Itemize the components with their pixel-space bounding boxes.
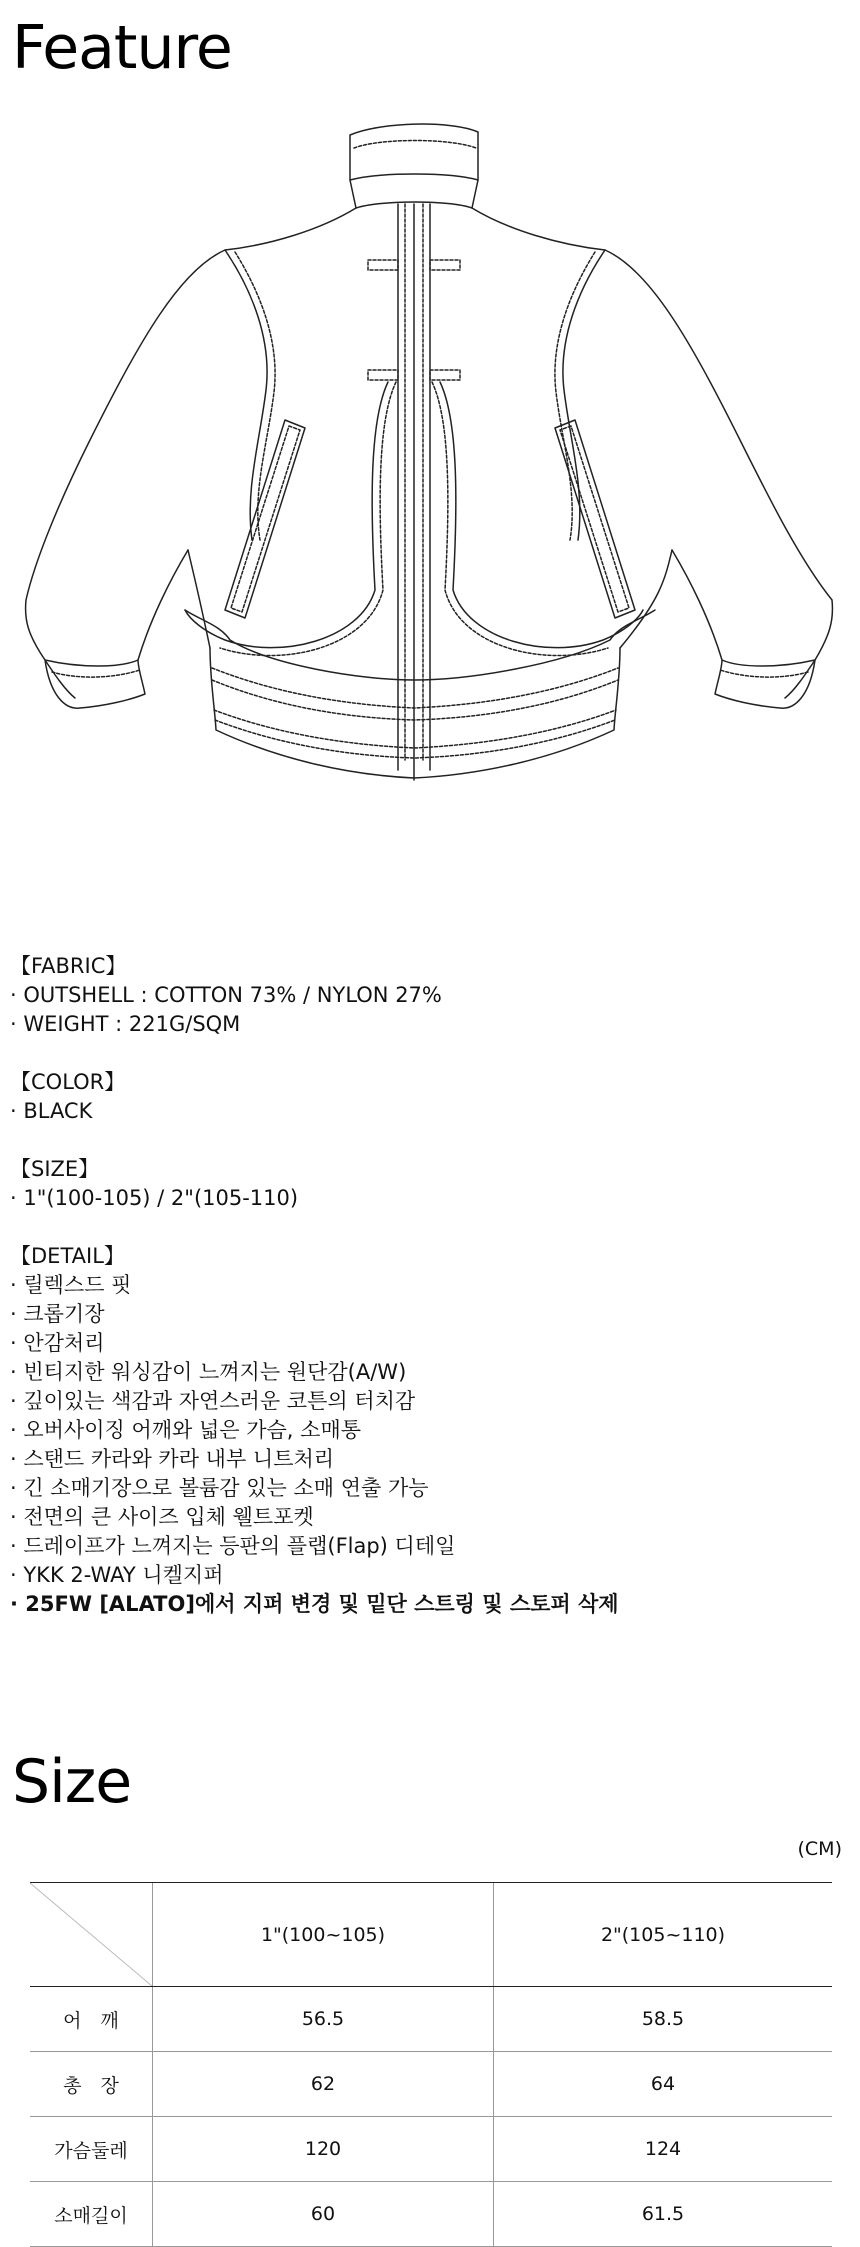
size-value: 61.5 [494,2182,833,2247]
row-label: 어 깨 [30,1987,153,2052]
size-value: 124 [494,2117,833,2182]
spec-group [10,1242,850,1619]
table-row [30,1987,832,2052]
row-label: 소매길이 [30,2182,153,2247]
spec-line: · 빈티지한 워싱감이 느껴지는 원단감(A/W) [10,1360,407,1384]
spec-group [10,1155,850,1213]
size-value: 56.5 [153,1987,494,2052]
spec-list [10,952,850,1648]
size-value: 62 [153,2052,494,2117]
spec-line: · 크롭기장 [10,1302,105,1326]
table-row [30,2182,832,2247]
size-title: Size [12,1747,132,1817]
row-label: 가슴둘레 [30,2117,153,2182]
spec-line: · 드레이프가 느껴지는 등판의 플랩(Flap) 디테일 [10,1534,456,1558]
spec-line: · OUTSHELL : COTTON 73% / NYLON 27% [10,983,442,1007]
corner-cell [30,1883,153,1987]
spec-line: · 안감처리 [10,1331,105,1355]
spec-line: · 오버사이징 어깨와 넓은 가슴, 소매통 [10,1418,362,1442]
spec-heading: 【DETAIL】 [10,1244,125,1268]
size-value: 60 [153,2182,494,2247]
spec-line: · 전면의 큰 사이즈 입체 웰트포켓 [10,1505,314,1529]
spec-heading: 【FABRIC】 [10,954,127,978]
table-row [30,2052,832,2117]
jacket-flat-sketch [20,120,840,810]
spec-group [10,1068,850,1126]
spec-heading: 【SIZE】 [10,1157,100,1181]
spec-line: · WEIGHT : 221G/SQM [10,1012,241,1036]
column-header-1: 1"(100~105) [153,1883,494,1987]
size-table-header [30,1883,832,1987]
spec-line: · 스탠드 카라와 카라 내부 니트처리 [10,1447,335,1471]
size-table [30,1882,832,2247]
spec-group [10,952,850,1039]
row-label: 총 장 [30,2052,153,2117]
table-row [30,2117,832,2182]
detail-highlight-line: · 25FW [ALATO]에서 지퍼 변경 및 밑단 스트링 및 스토퍼 삭제 [10,1592,619,1616]
unit-label: (CM) [797,1838,842,1860]
spec-line: · YKK 2-WAY 니켈지퍼 [10,1563,224,1587]
size-value: 58.5 [494,1987,833,2052]
spec-line: · 깊이있는 색감과 자연스러운 코튼의 터치감 [10,1389,416,1413]
spec-heading: 【COLOR】 [10,1070,126,1094]
column-header-2: 2"(105~110) [494,1883,833,1987]
spec-line: · BLACK [10,1099,93,1123]
feature-title: Feature [12,13,232,83]
spec-line: · 릴렉스드 핏 [10,1273,132,1297]
spec-line: · 긴 소매기장으로 볼륨감 있는 소매 연출 가능 [10,1476,429,1500]
size-value: 120 [153,2117,494,2182]
size-value: 64 [494,2052,833,2117]
spec-line: · 1"(100-105) / 2"(105-110) [10,1186,299,1210]
